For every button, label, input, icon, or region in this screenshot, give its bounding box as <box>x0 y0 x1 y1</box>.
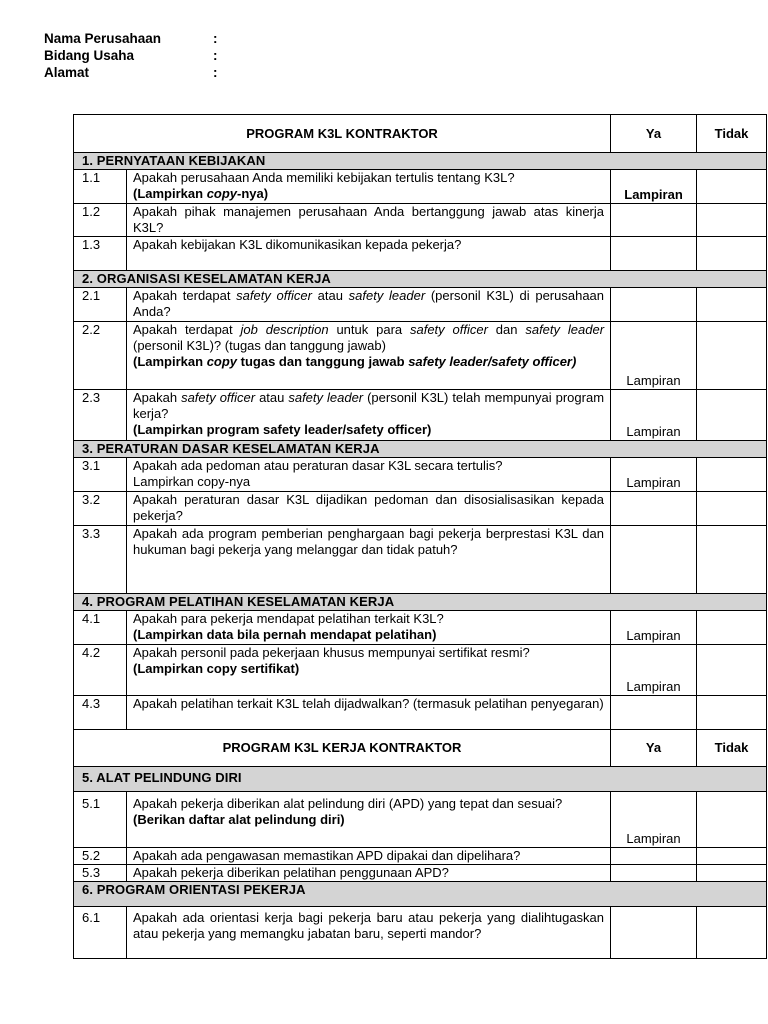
ya-cell[interactable] <box>611 237 697 271</box>
table-row <box>74 322 767 390</box>
col-tidak-header: Tidak <box>697 730 767 767</box>
question-text: Apakah kebijakan K3L dikomunikasikan kepada pekerja? <box>127 237 611 271</box>
tidak-cell[interactable] <box>697 907 767 959</box>
question-text: Apakah ada pengawasan memastikan APD dipakai dan dipelihara? <box>127 848 611 865</box>
item-number: 6.1 <box>74 907 127 959</box>
section-header <box>74 594 767 611</box>
question-text: Apakah terdapat job description untuk para safety officer dan safety leader (personil K3L)? (tugas dan tanggung jawab) <box>133 322 605 353</box>
question-text: Apakah ada orientasi kerja bagi pekerja baru atau pekerja yang dialihtugaskan atau pekerja yang memangku jabatan baru, seperti mandor? <box>127 907 611 959</box>
tidak-cell[interactable] <box>697 204 767 237</box>
section-title: 6. PROGRAM ORIENTASI PEKERJA <box>74 882 767 907</box>
ya-cell[interactable] <box>611 288 697 322</box>
question-cell <box>127 322 611 390</box>
company-name-row <box>44 31 223 48</box>
section-header <box>74 882 767 907</box>
tidak-cell[interactable] <box>697 865 767 882</box>
table-title-row <box>74 730 767 767</box>
attachment-note: (Lampirkan program safety leader/safety officer) <box>133 422 432 437</box>
section-header <box>74 271 767 288</box>
question-text: Apakah perusahaan Anda memiliki kebijakan tertulis tentang K3L? <box>133 170 515 185</box>
table-row <box>74 792 767 848</box>
company-info <box>44 31 223 82</box>
item-number: 3.1 <box>74 458 127 492</box>
attachment-note: (Berikan daftar alat pelindung diri) <box>133 812 345 827</box>
question-text: Apakah terdapat safety officer atau safety leader (personil K3L) di perusahaan Anda? <box>127 288 611 322</box>
table-title: PROGRAM K3L KERJA KONTRAKTOR <box>74 730 611 767</box>
tidak-cell[interactable] <box>697 526 767 594</box>
question-cell <box>127 611 611 645</box>
item-number: 5.1 <box>74 792 127 848</box>
tidak-cell[interactable] <box>697 170 767 204</box>
question-text: Apakah pihak manajemen perusahaan Anda bertanggung jawab atas kinerja K3L? <box>127 204 611 237</box>
item-number: 3.3 <box>74 526 127 594</box>
ya-cell[interactable]: Lampiran <box>611 322 697 390</box>
table-row <box>74 611 767 645</box>
company-name-label: Nama Perusahaan <box>44 31 162 46</box>
section-header <box>74 153 767 170</box>
item-number: 5.3 <box>74 865 127 882</box>
tidak-cell[interactable] <box>697 458 767 492</box>
item-number: 5.2 <box>74 848 127 865</box>
table-row <box>74 237 767 271</box>
col-ya-header: Ya <box>611 730 697 767</box>
item-number: 2.3 <box>74 390 127 441</box>
table-row <box>74 204 767 237</box>
item-number: 1.1 <box>74 170 127 204</box>
tidak-cell[interactable] <box>697 645 767 696</box>
tidak-cell[interactable] <box>697 237 767 271</box>
table-row <box>74 865 767 882</box>
table-title: PROGRAM K3L KONTRAKTOR <box>74 115 611 153</box>
question-cell <box>127 390 611 441</box>
col-ya-header: Ya <box>611 115 697 153</box>
ya-cell[interactable] <box>611 696 697 730</box>
address-colon: : <box>213 65 218 80</box>
ya-cell[interactable] <box>611 848 697 865</box>
section-title: 3. PERATURAN DASAR KESELAMATAN KERJA <box>74 441 767 458</box>
question-text: Apakah pelatihan terkait K3L telah dijadwalkan? (termasuk pelatihan penyegaran) <box>127 696 611 730</box>
question-text: Apakah peraturan dasar K3L dijadikan pedoman dan disosialisasikan kepada pekerja? <box>127 492 611 526</box>
tidak-cell[interactable] <box>697 792 767 848</box>
tidak-cell[interactable] <box>697 322 767 390</box>
item-number: 2.1 <box>74 288 127 322</box>
table-row <box>74 390 767 441</box>
checklist-table <box>73 114 767 959</box>
tidak-cell[interactable] <box>697 492 767 526</box>
address-row <box>44 65 223 82</box>
item-number: 1.3 <box>74 237 127 271</box>
business-field-row <box>44 48 223 65</box>
attachment-note: (Lampirkan data bila pernah mendapat pelatihan) <box>133 627 437 642</box>
col-tidak-header: Tidak <box>697 115 767 153</box>
table-row <box>74 526 767 594</box>
ya-cell[interactable] <box>611 526 697 594</box>
business-field-label: Bidang Usaha <box>44 48 135 63</box>
attachment-note: (Lampirkan copy tugas dan tanggung jawab safety leader/safety officer) <box>133 354 577 369</box>
table-row <box>74 696 767 730</box>
business-field-colon: : <box>213 48 218 63</box>
item-number: 4.1 <box>74 611 127 645</box>
section-title: 5. ALAT PELINDUNG DIRI <box>74 767 767 792</box>
item-number: 2.2 <box>74 322 127 390</box>
ya-cell[interactable]: Lampiran <box>611 390 697 441</box>
tidak-cell[interactable] <box>697 288 767 322</box>
question-text: Apakah safety officer atau safety leader (personil K3L) telah mempunyai program kerja? <box>133 390 605 421</box>
question-cell <box>127 645 611 696</box>
question-text: Apakah para pekerja mendapat pelatihan terkait K3L? <box>133 611 444 626</box>
table-row <box>74 907 767 959</box>
item-number: 4.3 <box>74 696 127 730</box>
section-title: 4. PROGRAM PELATIHAN KESELAMATAN KERJA <box>74 594 767 611</box>
table-row <box>74 848 767 865</box>
address-label: Alamat <box>44 65 90 80</box>
section-title: 1. PERNYATAAN KEBIJAKAN <box>74 153 767 170</box>
ya-cell[interactable]: Lampiran <box>611 645 697 696</box>
section-header <box>74 441 767 458</box>
ya-cell[interactable]: Lampiran <box>611 170 697 204</box>
question-cell <box>127 458 611 492</box>
tidak-cell[interactable] <box>697 696 767 730</box>
table-row <box>74 288 767 322</box>
question-text: Apakah ada pedoman atau peraturan dasar K3L secara tertulis? <box>133 458 503 473</box>
question-text: Apakah personil pada pekerjaan khusus mempunyai sertifikat resmi? <box>133 645 530 660</box>
ya-cell[interactable]: Lampiran <box>611 792 697 848</box>
tidak-cell[interactable] <box>697 611 767 645</box>
question-cell <box>127 170 611 204</box>
question-cell <box>127 792 611 848</box>
item-number: 3.2 <box>74 492 127 526</box>
attachment-note: Lampirkan copy-nya <box>133 474 251 489</box>
ya-cell[interactable]: Lampiran <box>611 611 697 645</box>
item-number: 1.2 <box>74 204 127 237</box>
ya-cell[interactable]: Lampiran <box>611 458 697 492</box>
question-text: Apakah ada program pemberian penghargaan bagi pekerja berprestasi K3L dan hukuman bagi pekerja yang melanggar dan tidak patuh? <box>127 526 611 594</box>
item-number: 4.2 <box>74 645 127 696</box>
company-name-colon: : <box>213 31 218 46</box>
ya-cell[interactable] <box>611 204 697 237</box>
question-text: Apakah pekerja diberikan alat pelindung diri (APD) yang tepat dan sesuai? <box>133 796 563 811</box>
table-title-row <box>74 115 767 153</box>
section-header <box>74 767 767 792</box>
ya-cell[interactable] <box>611 492 697 526</box>
table-row <box>74 458 767 492</box>
table-row <box>74 645 767 696</box>
section-title: 2. ORGANISASI KESELAMATAN KERJA <box>74 271 767 288</box>
question-text: Apakah pekerja diberikan pelatihan penggunaan APD? <box>127 865 611 882</box>
ya-cell[interactable] <box>611 907 697 959</box>
tidak-cell[interactable] <box>697 390 767 441</box>
ya-cell[interactable] <box>611 865 697 882</box>
attachment-note: (Lampirkan copy sertifikat) <box>133 661 300 676</box>
table-row <box>74 170 767 204</box>
tidak-cell[interactable] <box>697 848 767 865</box>
table-row <box>74 492 767 526</box>
attachment-note: (Lampirkan copy-nya) <box>133 186 269 201</box>
